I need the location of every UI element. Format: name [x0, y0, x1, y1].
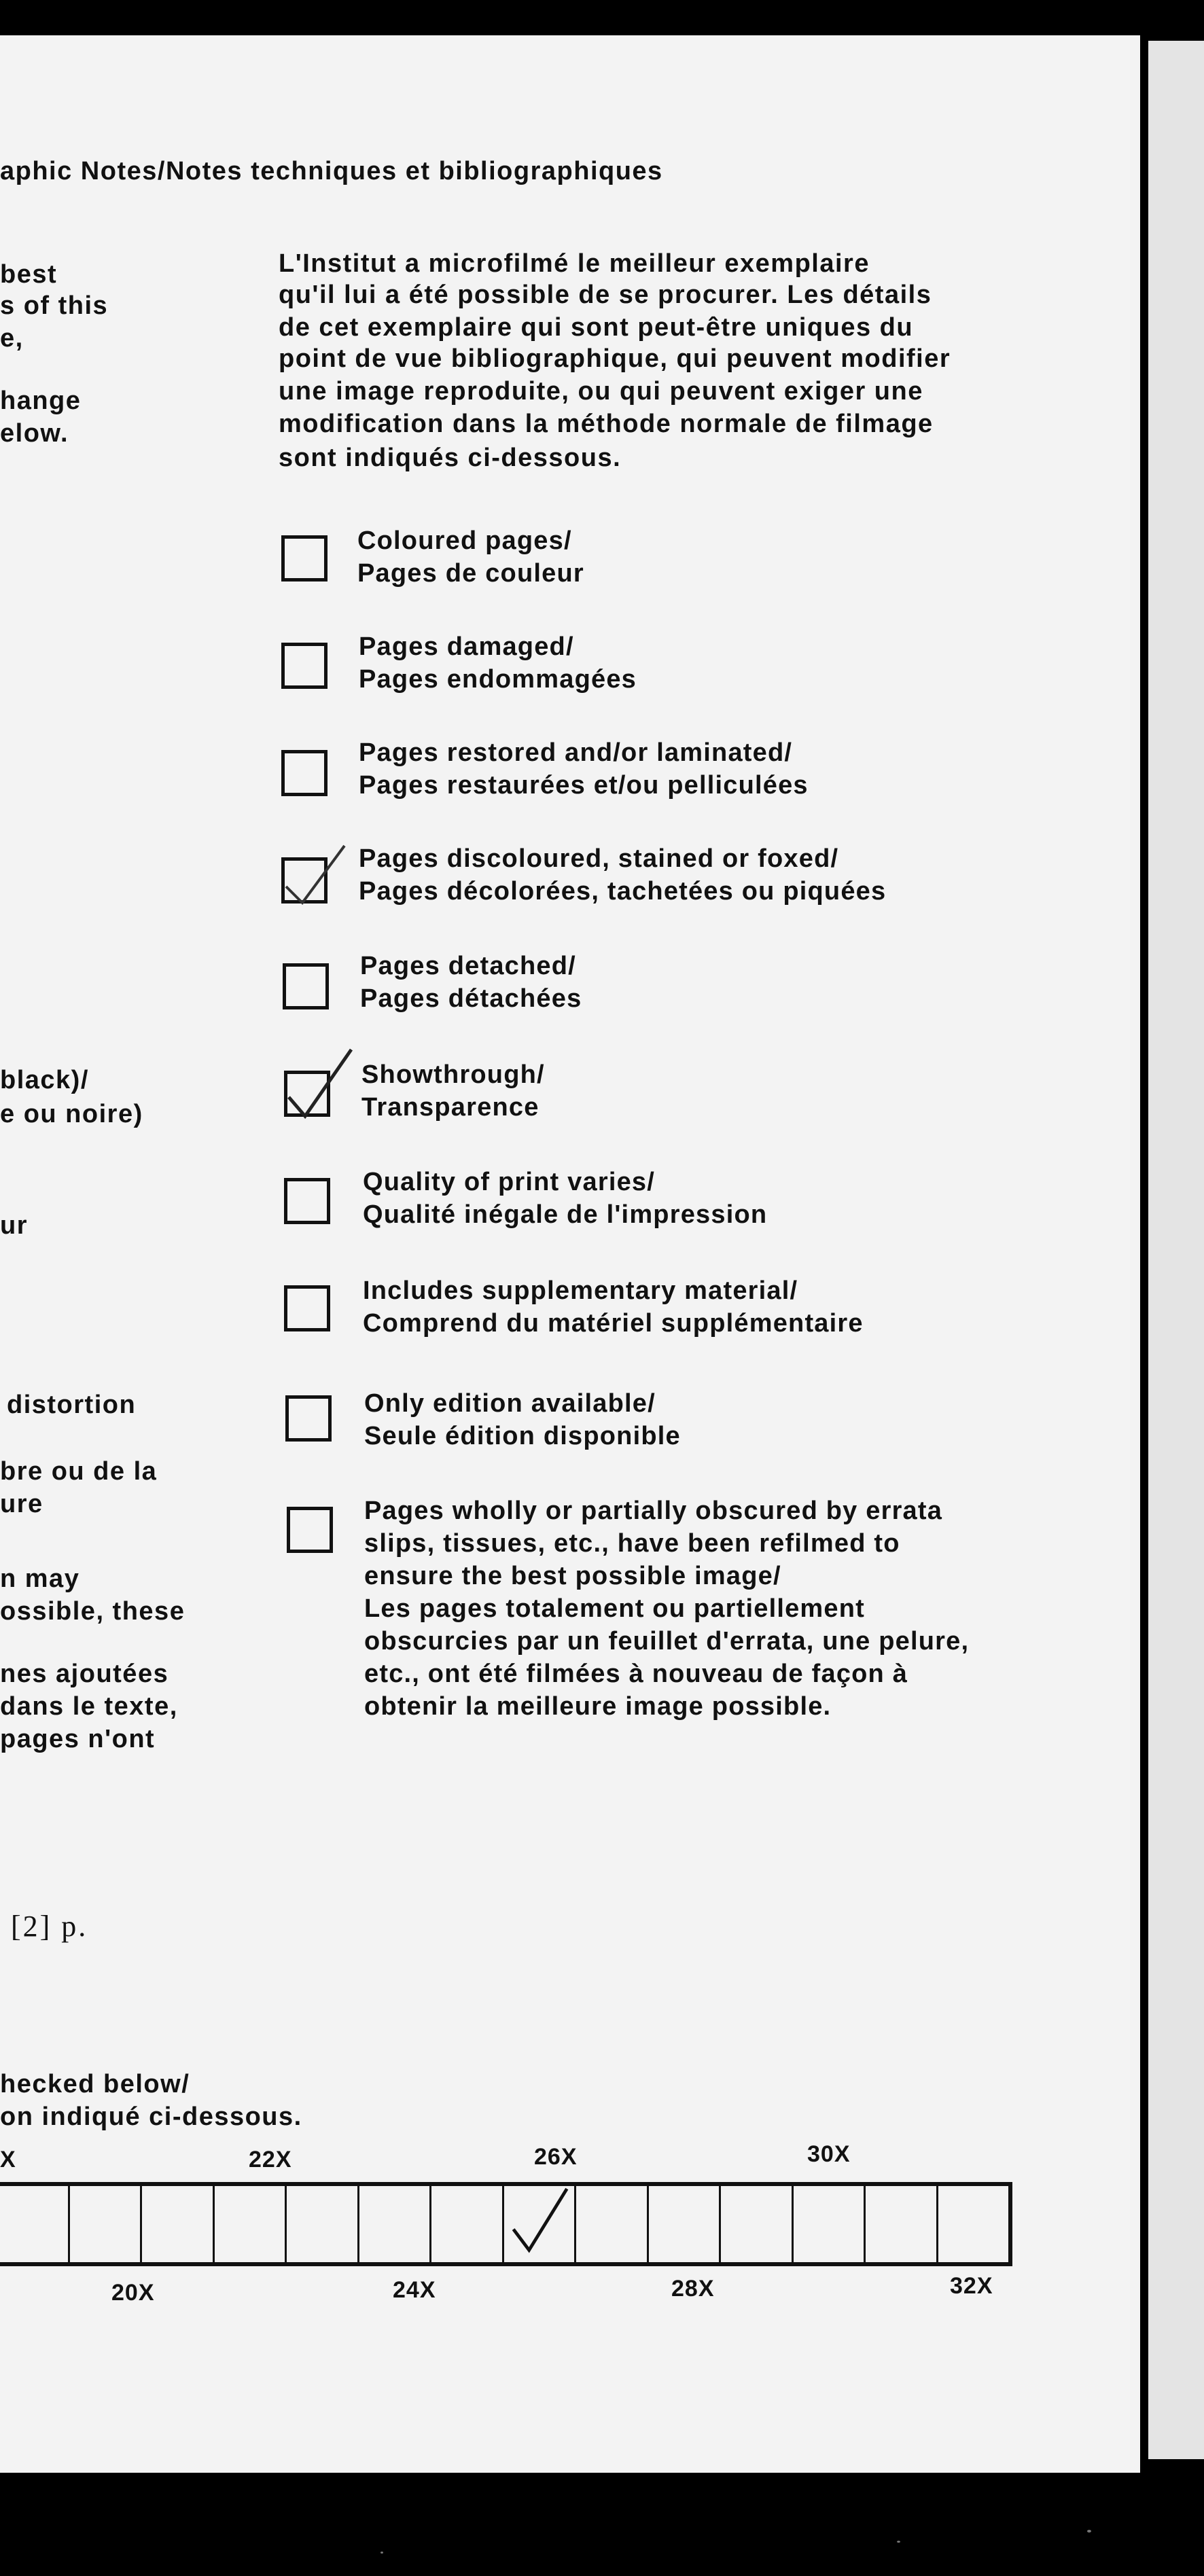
intro-line: point de vue bibliographique, qui peuvent modifier: [279, 344, 951, 373]
intro-line: L'Institut a microfilmé le meilleur exemplaire: [279, 249, 870, 278]
intro-line: sont indiqués ci-dessous.: [279, 444, 622, 472]
left-fragment: e ou noire): [0, 1100, 143, 1128]
item-print-quality: [363, 1166, 767, 1231]
scale-label-top: 26X: [534, 2144, 578, 2170]
left-fragment: pages n'ont: [0, 1725, 156, 1753]
ratio-cell[interactable]: [938, 2186, 1009, 2262]
checkbox-supplementary-material[interactable]: [284, 1285, 330, 1331]
scale-label-bottom: 24X: [393, 2277, 436, 2303]
item-supplementary-material: [363, 1274, 864, 1340]
checkbox-print-quality[interactable]: [284, 1178, 330, 1224]
scale-label-bottom: 28X: [671, 2276, 715, 2302]
ratio-cell[interactable]: [721, 2186, 794, 2262]
reduction-note-line1: hecked below/: [0, 2070, 190, 2098]
left-fragment: distortion: [7, 1391, 137, 1419]
scale-label-top: 22X: [249, 2147, 292, 2172]
item-label: Pages discoloured, stained or foxed/: [359, 844, 839, 873]
item-label: Pages de couleur: [357, 559, 584, 588]
item-label: Pages restored and/or laminated/: [359, 738, 793, 767]
intro-line: une image reproduite, ou qui peuvent exiger une: [279, 377, 923, 406]
item-only-edition: [364, 1387, 681, 1452]
item-label: ensure the best possible image/: [364, 1562, 781, 1590]
checkbox-pages-restored[interactable]: [281, 750, 327, 796]
ratio-cell[interactable]: [215, 2186, 287, 2262]
reduction-ratio-grid: [0, 2182, 1012, 2266]
left-fragment: hange: [0, 387, 82, 415]
ratio-cell[interactable]: [70, 2186, 143, 2262]
item-label: Pages damaged/: [359, 632, 574, 661]
item-label: Seule édition disponible: [364, 1422, 681, 1450]
item-label: obscurcies par un feuillet d'errata, une pelure,: [364, 1627, 970, 1656]
intro-line: qu'il lui a été possible de se procurer. Les détails: [279, 281, 932, 309]
item-label: Only edition available/: [364, 1389, 656, 1418]
ratio-cell[interactable]: [142, 2186, 215, 2262]
item-label: Pages wholly or partially obscured by errata: [364, 1497, 943, 1525]
checkbox-pages-detached[interactable]: [283, 963, 329, 1009]
item-pages-detached: [360, 950, 582, 1015]
scale-label-bottom: 20X: [111, 2280, 155, 2306]
item-label: Pages restaurées et/ou pelliculées: [359, 771, 809, 800]
left-fragment: n may: [0, 1564, 80, 1593]
reduction-note-line2: on indiqué ci-dessous.: [0, 2103, 302, 2131]
scale-label-bottom: 32X: [950, 2273, 993, 2299]
page-title: aphic Notes/Notes techniques et bibliographiques: [0, 157, 663, 185]
left-fragment: ure: [0, 1490, 43, 1518]
item-label: obtenir la meilleure image possible.: [364, 1692, 832, 1721]
adjacent-page-edge: [1148, 41, 1204, 2459]
checkmark-icon: [282, 1045, 350, 1120]
item-label: Qualité inégale de l'impression: [363, 1200, 768, 1229]
left-fragment: best: [0, 260, 58, 289]
left-fragment: black)/: [0, 1066, 89, 1094]
ratio-cell[interactable]: [0, 2186, 70, 2262]
item-label: slips, tissues, etc., have been refilmed to: [364, 1529, 900, 1558]
item-label: Transparence: [361, 1093, 539, 1122]
checkbox-showthrough[interactable]: [284, 1071, 330, 1117]
left-fragment: e,: [0, 324, 24, 353]
item-pages-discoloured: [359, 842, 886, 908]
left-fragment: ur: [0, 1211, 28, 1240]
left-fragment: elow.: [0, 419, 69, 448]
ratio-cell[interactable]: [649, 2186, 722, 2262]
checkbox-pages-damaged[interactable]: [281, 643, 327, 689]
item-pages-restored: [359, 736, 809, 802]
item-coloured-pages: [357, 524, 584, 590]
ratio-cell[interactable]: [576, 2186, 649, 2262]
checkbox-pages-obscured[interactable]: [287, 1507, 333, 1553]
intro-line: modification dans la méthode normale de filmage: [279, 410, 934, 438]
item-pages-damaged: [359, 630, 637, 696]
checkmark-icon: [507, 2181, 572, 2262]
scale-label-top: X: [0, 2147, 16, 2172]
item-label: Showthrough/: [361, 1060, 545, 1089]
left-fragment: ossible, these: [0, 1597, 185, 1626]
item-pages-obscured: [364, 1495, 969, 1723]
pagination-note: [2] p.: [11, 1910, 88, 1943]
ratio-cell[interactable]: [866, 2186, 938, 2262]
intro-line: de cet exemplaire qui sont peut-être uniques du: [279, 313, 914, 342]
ratio-cell-26x-checked[interactable]: [504, 2186, 577, 2262]
ratio-cell[interactable]: [359, 2186, 432, 2262]
checkbox-pages-discoloured[interactable]: [281, 857, 327, 904]
left-fragment: s of this: [0, 291, 109, 320]
checkmark-icon: [279, 832, 347, 907]
left-fragment: nes ajoutées: [0, 1660, 169, 1688]
item-label: Quality of print varies/: [363, 1168, 656, 1196]
ratio-cell[interactable]: [431, 2186, 504, 2262]
ratio-cell[interactable]: [794, 2186, 866, 2262]
checkbox-only-edition[interactable]: [285, 1395, 332, 1442]
left-fragment: bre ou de la: [0, 1457, 158, 1486]
scale-label-top: 30X: [807, 2141, 851, 2167]
item-label: Les pages totalement ou partiellement: [364, 1594, 866, 1623]
item-label: Includes supplementary material/: [363, 1276, 798, 1305]
item-label: Pages détachées: [360, 984, 582, 1013]
item-label: Comprend du matériel supplémentaire: [363, 1309, 864, 1338]
item-label: Coloured pages/: [357, 526, 572, 555]
ratio-cell[interactable]: [287, 2186, 359, 2262]
item-label: Pages endommagées: [359, 665, 637, 694]
item-label: Pages detached/: [360, 952, 576, 980]
checkbox-coloured-pages[interactable]: [281, 535, 327, 582]
left-fragment: dans le texte,: [0, 1692, 178, 1721]
item-showthrough: [361, 1058, 545, 1124]
item-label: Pages décolorées, tachetées ou piquées: [359, 877, 887, 906]
item-label: etc., ont été filmées à nouveau de façon à: [364, 1660, 908, 1688]
